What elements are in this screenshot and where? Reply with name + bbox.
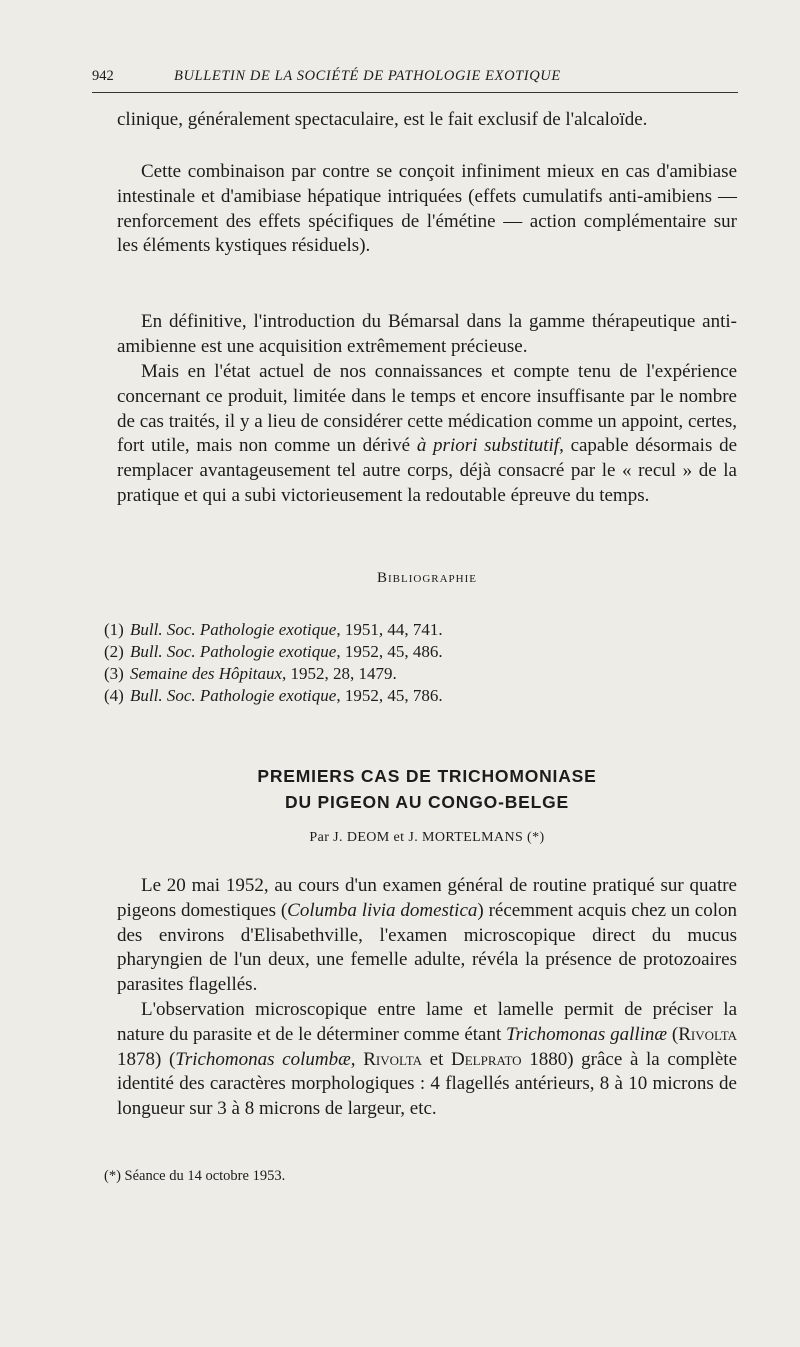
page-number: 942 — [92, 68, 114, 84]
ref-source: Bull. Soc. Pathologie exotique — [130, 686, 337, 705]
paragraph-text: En définitive, l'introduction du Bémarsal dans la gamme thérapeutique anti-amibienne est une acquisition extrêmement précieuse. — [117, 311, 737, 357]
text-run: , capable désormais de remplacer avantageusement tel autre corps, déjà consacré par le « recul » de la pratique et qui a subi victorieusement la redoutable épreuve du temps. — [117, 435, 738, 506]
paragraph-1 — [117, 108, 737, 133]
article-authors: Par J. DEOM et J. MORTELMANS (*) — [309, 830, 545, 845]
ref-source: Bull. Soc. Pathologie exotique — [130, 642, 337, 661]
ref-source: Bull. Soc. Pathologie exotique — [130, 620, 337, 639]
reference-1 — [104, 620, 443, 640]
author-name: Rivolta — [678, 1023, 738, 1045]
ref-details: , 1952, 28, 1479. — [282, 664, 397, 683]
reference-4 — [104, 686, 443, 706]
paragraph-4 — [117, 360, 737, 509]
paragraph-text — [117, 874, 737, 998]
article-title-line-2: DU PIGEON AU CONGO-BELGE — [285, 792, 569, 812]
text-run: 1880) grâce à la complète identité des caractères morphologiques : 4 flagellés antérieurs, 8 à 10 microns de longueur sur 3 à 8 microns de largeur, etc. — [117, 1048, 737, 1120]
paragraph-5 — [117, 874, 737, 998]
text-run: Le 20 mai 1952, au cours d'un examen général de routine pratiqué sur quatre pigeons domestiques ( — [117, 875, 737, 921]
text-run: , — [350, 1048, 364, 1070]
ref-details: , 1951, 44, 741. — [336, 620, 443, 639]
species-name: Trichomonas gallinæ — [506, 1023, 668, 1045]
paragraph-text — [117, 998, 737, 1122]
text-run: ( — [667, 1023, 679, 1045]
italic-phrase: à priori substitutif — [416, 435, 560, 457]
text-run: 1878) ( — [117, 1048, 176, 1070]
text-run: ) récemment acquis chez un colon des environs d'Elisabethville, l'examen microscopique direct du mucus pharyngien de l'un deux, une femelle adulte, révéla la présence de protozoaires parasites flagellés. — [117, 899, 737, 996]
ref-source: Semaine des Hôpitaux — [130, 664, 283, 683]
ref-number: (2) — [104, 642, 124, 661]
article-title-line-1: PREMIERS CAS DE TRICHOMONIASE — [257, 766, 597, 786]
text-run: Mais en l'état actuel de nos connaissances et compte tenu de l'expérience concernant ce produit, limitée dans le temps et encore insuffisante par le nombre de cas traités, il y a lieu de considérer cette médication comme un appoint, certes, fort utile, mais non comme un dérivé — [117, 361, 737, 457]
running-header — [92, 66, 738, 93]
reference-3 — [104, 664, 397, 684]
footnote: (*) Séance du 14 octobre 1953. — [104, 1168, 286, 1184]
ref-details: , 1952, 45, 786. — [336, 686, 443, 705]
paragraph-text: clinique, généralement spectaculaire, est le fait exclusif de l'alcaloïde. — [117, 109, 648, 130]
species-name: Columba livia domestica — [287, 899, 478, 921]
paragraph-6 — [117, 998, 737, 1122]
ref-number: (1) — [104, 620, 124, 639]
reference-2 — [104, 642, 443, 662]
paragraph-2 — [117, 160, 737, 259]
ref-number: (3) — [104, 664, 124, 683]
bibliography-heading: Bibliographie — [377, 570, 477, 586]
author-name: Rivolta — [363, 1048, 423, 1070]
text-run: L'observation microscopique entre lame et lamelle permit de préciser la nature du parasite et de le déterminer comme étant — [117, 999, 737, 1045]
paragraph-3 — [117, 310, 737, 360]
paragraph-text — [117, 360, 737, 509]
author-name: Delprato — [451, 1048, 522, 1070]
ref-details: , 1952, 45, 486. — [336, 642, 443, 661]
species-name: Trichomonas columbæ — [175, 1048, 351, 1070]
journal-title: BULLETIN DE LA SOCIÉTÉ DE PATHOLOGIE EXOTIQUE — [174, 68, 561, 84]
paragraph-text: Cette combinaison par contre se conçoit infiniment mieux en cas d'amibiase intestinale et d'amibiase hépatique intriquées (effets cumulatifs anti-amibiens — renforcement des effets spécifiques de l'émétine — action complémentaire sur les éléments kystiques résiduels). — [117, 161, 737, 257]
text-run: et — [422, 1048, 452, 1070]
ref-number: (4) — [104, 686, 124, 705]
